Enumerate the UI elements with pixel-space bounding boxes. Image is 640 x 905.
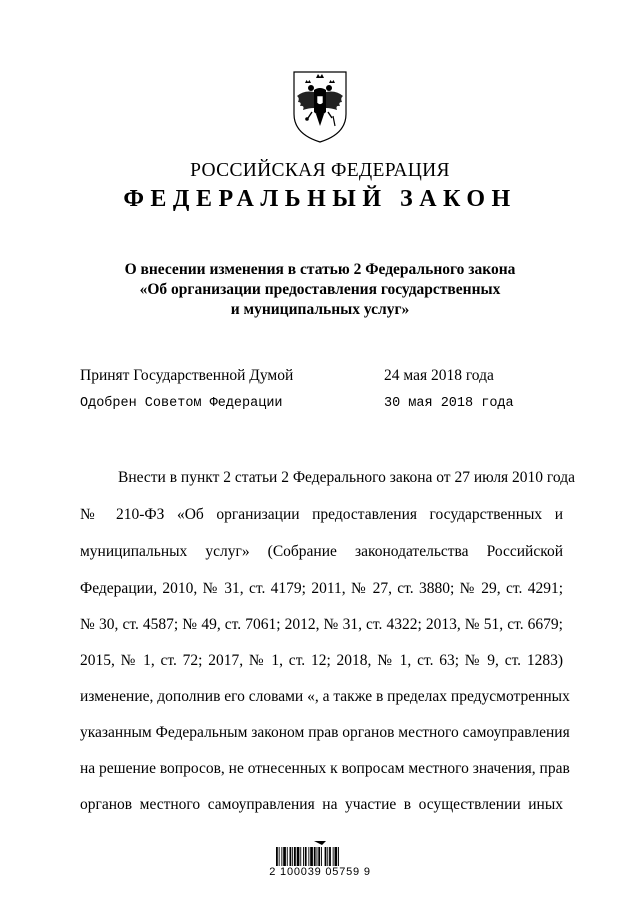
law-title-line: и муниципальных услуг» <box>230 301 410 318</box>
adoption-date: 24 мая 2018 года <box>384 367 494 384</box>
adoption-label: Одобрен Советом Федерации <box>80 396 283 411</box>
adoption-label: Принят Государственной Думой <box>80 367 294 384</box>
body-line: Внести в пункт 2 статьи 2 Федерального закона от 27 июля 2010 года <box>118 469 575 486</box>
state-emblem-icon <box>288 68 352 144</box>
state-name: РОССИЙСКАЯ ФЕДЕРАЦИЯ <box>190 160 450 181</box>
adoption-date: 30 мая 2018 года <box>384 396 514 411</box>
body-line: № 210-ФЗ «Об организации предоставления государственных и <box>80 506 563 523</box>
body-line: муниципальных услуг» (Собрание законодательства Российской <box>80 543 563 560</box>
body-line: 2015, № 1, ст. 72; 2017, № 1, ст. 12; 2018, № 1, ст. 63; № 9, ст. 1283) <box>80 652 563 669</box>
body-line: органов местного самоуправления на участие в осуществлении иных <box>80 796 563 813</box>
law-title-line: О внесении изменения в статью 2 Федерального закона <box>124 261 516 278</box>
body-line: на решение вопросов, не отнесенных к вопросам местного значения, прав <box>80 760 570 777</box>
law-title <box>0 260 640 320</box>
body-line: указанным Федеральным законом прав органов местного самоуправления <box>80 724 570 741</box>
body-line: Федерации, 2010, № 31, ст. 4179; 2011, № 27, ст. 3880; № 29, ст. 4291; <box>80 580 563 597</box>
body-line: № 30, ст. 4587; № 49, ст. 7061; 2012, № 31, ст. 4322; 2013, № 51, ст. 6679; <box>80 616 563 633</box>
document-type: ФЕДЕРАЛЬНЫЙ ЗАКОН <box>123 186 517 212</box>
body-line: изменение, дополнив его словами «, а также в пределах предусмотренных <box>80 688 570 705</box>
law-title-line: «Об организации предоставления государственных <box>139 281 501 298</box>
barcode-number: 2 100039 05759 9 <box>269 866 371 878</box>
